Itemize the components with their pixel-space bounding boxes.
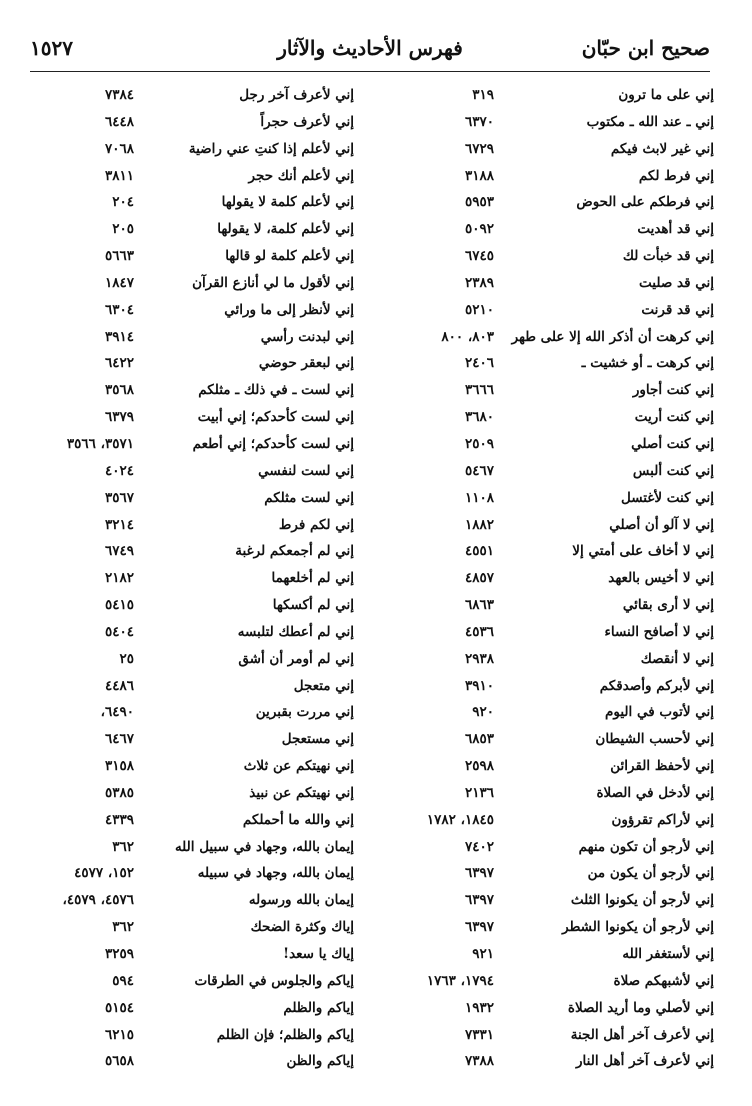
entry-text: إني لأرجو أن يكونوا الثلث [570,892,714,909]
entry-reference: ٧٣٨٨ [464,1053,494,1070]
entry-text: إني مستعجل [281,731,354,748]
entry-reference: ٣٦٢ [112,919,134,936]
index-entry [34,970,354,997]
entry-text: إني لبدنت رأسي [260,328,354,345]
entry-reference: ٣١٥٨ [104,758,134,775]
index-entry [34,191,354,218]
index-entry [34,111,354,138]
entry-text: إني مررت بقبرين [255,704,354,721]
entry-text: إني لأصلي وما أريد الصلاة [567,999,714,1016]
entry-reference: ٦٧٤٩ [104,543,134,560]
entry-reference: ١٨٤٥، ١٧٨٢ [426,811,494,828]
entry-reference: ٦٨٦٣ [464,597,494,614]
index-entry [34,889,354,916]
entry-reference: ٦٣٩٧ [464,919,494,936]
left-column [34,84,354,1077]
entry-reference: ٩٢١ [472,946,494,962]
entry-text: إيمان بالله ورسوله [248,892,354,909]
entry-text: إني لا أرى بقائي [622,597,714,614]
entry-reference: ٢٠٥ [112,221,134,238]
index-entry [384,540,714,567]
entry-text: إني قد خبأت لك [622,248,714,265]
entry-reference: ٣٢١٤ [104,516,134,533]
entry-reference: ٧٣٨٤ [104,87,134,103]
entry-text: إني لست لنفسي [258,462,354,479]
index-entry [384,755,714,782]
index-entry [34,218,354,245]
entry-text: إني والله ما أحملكم [242,811,354,828]
entry-reference: ٢٥ [119,650,134,667]
index-entry [34,1024,354,1051]
page-header [30,32,710,68]
entry-text: إني كنت أريت [634,409,714,426]
index-entry [384,379,714,406]
index-entry [384,675,714,702]
entry-reference: ٣٦٢ [112,838,134,855]
entry-text: إني فرطكم على الحوض [576,194,714,211]
index-entry [384,889,714,916]
entry-reference: ٤٤٨٦ [104,677,134,694]
entry-reference: ٥٦٥٨ [104,1053,134,1070]
index-entry [34,621,354,648]
entry-text: إياكم والظن [286,1053,354,1070]
entry-text: إني لبعقر حوضي [258,355,354,372]
index-entry [384,218,714,245]
index-entry [384,1024,714,1051]
entry-reference: ٥٤١٥ [104,597,134,614]
entry-text: إني لأشبهكم صلاة [613,972,714,989]
entry-reference: ٤٥٣٦ [464,623,494,640]
index-entry [34,782,354,809]
header-rule [30,71,710,72]
entry-reference: ٥٣٨٥ [104,784,134,801]
index-entry [384,514,714,541]
entry-reference: ٤٥٧٦، ٤٥٧٩، [62,892,134,909]
index-entry [384,326,714,353]
entry-text: إني لأدخل في الصلاة [596,784,714,801]
index-entry [384,567,714,594]
entry-text: إيمان بالله، وجهاد في سبيل الله [174,838,354,855]
entry-text: إني كرهت أن أذكر الله إلا على طهر [511,328,714,345]
entry-text: إني قد صليت [639,274,714,291]
index-entry [384,594,714,621]
entry-reference: ٥٤٠٤ [104,623,134,640]
entry-reference: ٦٤٢٢ [104,355,134,372]
book-title: صحيح ابن حبّان [581,36,710,60]
right-column [384,84,714,1077]
entry-reference: ٣٨١١ [104,167,134,184]
entry-text: إيمان بالله، وجهاد في سبيله [197,865,354,882]
entry-text: إني قد قرنت [641,301,714,318]
entry-text: إني كنت لأغتسل [620,489,714,506]
entry-reference: ٣٦٦٦ [464,382,494,399]
entry-text: إني لأعرف آخر رجل [239,87,354,103]
entry-reference: ٢٤٠٦ [464,355,494,372]
index-entry [34,943,354,970]
entry-reference: ٢٥٠٩ [464,435,494,452]
index-entry [34,352,354,379]
entry-text: إني لست كأحدكم؛ إني أبيت [197,409,354,426]
entry-reference: ١٨٨٢ [464,516,494,533]
entry-reference: ٩٢٠ [472,704,494,721]
entry-text: إني لأحفظ القرائن [610,758,714,775]
entry-reference: ٣٥٦٨ [104,382,134,399]
entry-reference: ٦٣٠٤ [104,301,134,318]
entry-text: إياك وكثرة الضحك [250,919,354,936]
entry-reference: ٣٩١٠ [464,677,494,694]
entry-text: إني لأعرف آخر أهل الجنة [570,1026,714,1043]
entry-reference: ٣٥٧١، ٣٥٦٦ [66,435,134,452]
index-entry [384,245,714,272]
entry-text: إني لا أخاف على أمتي إلا [572,543,714,560]
entry-text: إني غير لابث فيكم [610,140,714,157]
entry-text: إني لأتوب في اليوم [605,704,714,721]
entry-text: إني قد أهديت [637,221,714,238]
entry-text: إني كرهت ـ أو خشيت ـ [581,355,714,372]
index-entry [34,487,354,514]
entry-text: إني لأعلم إذا كنتِ عني راضية [188,140,354,157]
entry-reference: ٢١٨٢ [104,570,134,587]
entry-text: إني كنت أجاور [632,382,714,399]
index-entry [34,997,354,1024]
index-entry [384,836,714,863]
entry-text: إياكم والظلم؛ فإن الظلم [216,1026,354,1043]
entry-text: إياكم والجلوس في الطرقات [194,972,354,989]
entry-reference: ٥٩٥٣ [464,194,494,211]
index-entry [34,138,354,165]
entry-reference: ٦٢١٥ [104,1026,134,1043]
entry-reference: ٣٥٦٧ [104,489,134,506]
index-entry [34,755,354,782]
entry-reference: ٢٥٩٨ [464,758,494,775]
entry-text: إياك يا سعد! [283,946,354,962]
entry-reference: ٣٢٥٩ [104,946,134,962]
entry-text: إني لأنظر إلى ما ورائي [224,301,354,318]
entry-text: إني لكم فرط [278,516,354,533]
index-entry [384,299,714,326]
index-entry [384,943,714,970]
index-entry [384,809,714,836]
index-entry [384,701,714,728]
entry-text: إني متعجل [293,677,354,694]
entry-reference: ١٨٤٧ [104,274,134,291]
entry-reference: ١٥٢، ٤٥٧٧ [74,865,134,882]
entry-reference: ٦٧٢٩ [464,140,494,157]
entry-text: إني لأراكم تقرؤون [611,811,714,828]
entry-reference: ٥٦٦٣ [104,248,134,265]
index-entry [34,406,354,433]
index-entry [34,809,354,836]
index-title: فهرس الأحاديث والآثار [277,36,463,60]
index-entry [384,84,714,111]
index-entry [384,997,714,1024]
entry-reference: ٢١٣٦ [464,784,494,801]
entry-text: إني لا أخيس بالعهد [608,570,714,587]
index-entry [384,460,714,487]
index-entry [384,433,714,460]
index-entry [384,406,714,433]
entry-reference: ٤٨٥٧ [464,570,494,587]
entry-reference: ١٧٩٤، ١٧٦٣ [426,972,494,989]
entry-text: إني لا أنقصك [640,650,714,667]
index-entry [34,245,354,272]
index-entry [384,165,714,192]
entry-reference: ٢٩٣٨ [464,650,494,667]
entry-text: إني لست كأحدكم؛ إني أطعم [192,435,354,452]
entry-reference: ٦٣٩٧ [464,865,494,882]
index-entry [34,326,354,353]
entry-reference: ٨٠٣، ٨٠٠ [441,328,494,345]
entry-text: إني لست ـ في ذلك ـ مثلكم [198,382,354,399]
entry-text: إني لست مثلكم [264,489,354,506]
index-entry [384,352,714,379]
entry-text: إني لم أكسكها [272,597,354,614]
entry-reference: ٦٣٩٧ [464,892,494,909]
entry-text: إني لأستغفر الله [622,946,714,962]
index-entry [34,514,354,541]
entry-text: إني لا آلو أن أصلي [609,516,714,533]
entry-text: إني لا أصافح النساء [604,623,714,640]
index-entry [34,701,354,728]
index-entry [384,728,714,755]
index-entry [384,916,714,943]
index-entry [34,84,354,111]
entry-reference: ٤٣٣٩ [104,811,134,828]
entry-text: إني لأرجو أن يكونوا الشطر [562,919,714,936]
entry-text: إني فرط لكم [638,167,714,184]
entry-reference: ٧٤٠٢ [464,838,494,855]
index-entry [34,1050,354,1077]
entry-text: إني لأرجو أن يكون من [587,865,714,882]
index-entry [384,487,714,514]
index-entry [34,540,354,567]
index-entry [34,460,354,487]
entry-text: إني لأعرف آخر أهل النار [576,1053,714,1070]
index-entry [384,648,714,675]
entry-reference: ٦٧٤٥ [464,248,494,265]
entry-reference: ٦٣٧٩ [104,409,134,426]
index-entry [384,111,714,138]
index-entry [34,567,354,594]
index-entry [34,675,354,702]
entry-text: إني لأعلم كلمة لو قالها [225,248,354,265]
index-entry [34,648,354,675]
index-entry [384,1050,714,1077]
entry-text: إني كنت أصلي [631,435,714,452]
index-entry [384,970,714,997]
page-number: ١٥٢٧ [30,36,73,60]
entry-reference: ٦٤٤٨ [104,113,134,130]
entry-reference: ٣١٨٨ [464,167,494,184]
entry-text: إني لأقول ما لي أنازع القرآن [192,274,354,291]
entry-reference: ٣١٩ [472,87,494,103]
index-entry [34,299,354,326]
index-entry [34,916,354,943]
index-entry [34,165,354,192]
entry-text: إني لأرجو أن تكون منهم [578,838,714,855]
entry-reference: ٦٣٧٠ [464,113,494,130]
entry-text: إني لم أعطك لتلبسه [237,623,354,640]
entry-reference: ٤٠٢٤ [104,462,134,479]
entry-reference: ٢٣٨٩ [464,274,494,291]
index-entry [384,782,714,809]
entry-reference: ٦٤٩٠، [100,704,134,721]
index-entry [34,272,354,299]
entry-reference: ٧٣٣١ [464,1026,494,1043]
entry-text: إني لم أخلعهما [271,570,354,587]
index-entry [34,836,354,863]
entry-text: إني لأعلم أنك حجر [248,167,354,184]
entry-text: إني كنت ألبس [632,462,714,479]
entry-reference: ٧٠٦٨ [104,140,134,157]
index-entry [384,272,714,299]
entry-reference: ٤٥٥١ [464,543,494,560]
entry-text: إياكم والظلم [283,999,354,1016]
entry-text: إني لم أومر أن أشق [238,650,354,667]
entry-reference: ٣٦٨٠ [464,409,494,426]
index-entry [34,379,354,406]
entry-text: إني لأعلم كلمة لا يقولها [221,194,354,211]
entry-text: إني على ما ترون [618,87,714,103]
index-entry [384,138,714,165]
index-entry [384,621,714,648]
entry-reference: ٣٩١٤ [104,328,134,345]
entry-reference: ٦٨٥٣ [464,731,494,748]
entry-reference: ٢٠٤ [112,194,134,211]
entry-text: إني لأعلم كلمة، لا يقولها [217,221,354,238]
entry-reference: ١٩٣٢ [464,999,494,1016]
index-entry [384,191,714,218]
index-entry [34,594,354,621]
entry-reference: ٥٤٦٧ [464,462,494,479]
entry-reference: ٥٠٩٢ [464,221,494,238]
index-entry [34,728,354,755]
entry-text: إني لأبركم وأصدقكم [599,677,714,694]
entry-reference: ٦٤٦٧ [104,731,134,748]
entry-reference: ٥٩٤ [112,972,134,989]
entry-reference: ٥٢١٠ [464,301,494,318]
entry-text: إني لأحسب الشيطان [595,731,714,748]
entry-text: إني نهيتكم عن ثلاث [243,758,354,775]
index-entry [34,433,354,460]
entry-reference: ١١٠٨ [464,489,494,506]
index-entry [384,862,714,889]
entry-text: إني نهيتكم عن نبيذ [249,784,354,801]
entry-text: إني ـ عند الله ـ مكتوب [586,113,714,130]
entry-text: إني لأعرف حجراً [260,113,354,130]
index-entry [34,862,354,889]
entry-text: إني لم أجمعكم لرغبة [235,543,354,560]
entry-reference: ٥١٥٤ [104,999,134,1016]
